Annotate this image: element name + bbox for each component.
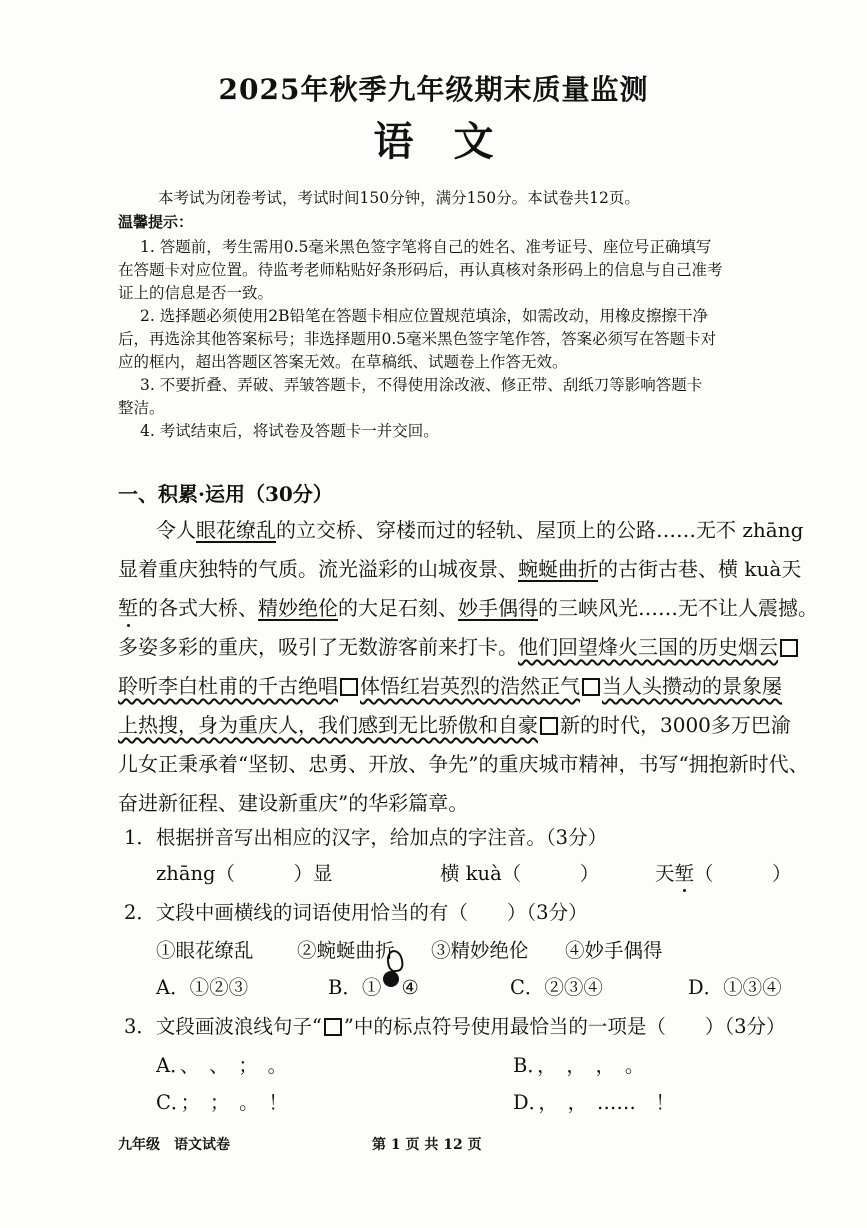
- passage-text: 显着重庆独特的气质。流光溢彩的山城夜景、: [118, 557, 518, 581]
- passage-text: 多姿多彩的重庆，吸引了无数游客前来打卡。: [118, 635, 518, 659]
- section-heading: 一、积累·运用（30分）: [118, 482, 333, 506]
- q2-option-b: [328, 972, 419, 1000]
- blank-box: [582, 678, 600, 696]
- blank-box: [780, 639, 798, 657]
- question-2-stem: 2．文段中画横线的词语使用恰当的有（ ）（3分）: [124, 901, 588, 924]
- q3-option-b: B．， ， ， 。: [513, 1054, 645, 1077]
- tip-line: 应的框内，超出答题区答案无效。在草稿纸、试题卷上作答无效。: [118, 353, 568, 371]
- wavy-sentence: 当人头攒动的景象屡: [602, 674, 782, 698]
- question-1-blank-c: [655, 858, 792, 886]
- passage-line-2: [118, 553, 801, 582]
- dotted-char: 堑: [118, 592, 138, 621]
- q2-option-b-text: B．①: [328, 976, 382, 999]
- tip-line: 3. 不要折叠、弄破、弄皱答题卡，不得使用涂改液、修正带、刮纸刀等影响答题卡: [140, 376, 703, 394]
- q3-option-d: D．， ， …… ！: [513, 1091, 675, 1114]
- wavy-sentence: 他们回望烽火三国的历史烟云: [518, 635, 778, 659]
- tips-heading: 温馨提示：: [118, 213, 194, 231]
- handwritten-mark: [385, 949, 405, 973]
- passage-text: 的各式大桥、: [138, 596, 258, 620]
- q2-item: ②蜿蜒曲折: [297, 939, 395, 962]
- question-3-stem: [124, 1011, 786, 1039]
- passage-line-1: [156, 514, 803, 543]
- passage-text: 的三峡风光……无不让人震撼。: [538, 596, 818, 620]
- question-1-stem: 1．根据拼音写出相应的汉字，给加点的字注音。（3分）: [124, 826, 608, 849]
- blank-box: [540, 717, 558, 735]
- passage-text: 令人: [156, 518, 196, 542]
- q1-paren: （ ）: [694, 862, 792, 885]
- underlined-word-1: 眼花缭乱: [196, 518, 276, 542]
- q2-item: ④妙手偶得: [565, 939, 663, 962]
- wavy-sentence: 上热搜，身为重庆人，我们感到无比骄傲和自豪: [118, 713, 538, 737]
- q2-option-a: A．①②③: [156, 976, 249, 999]
- q2-option-b-tail: ④: [401, 976, 419, 999]
- dotted-char: 堑: [675, 858, 695, 886]
- q1-char: 天: [655, 862, 675, 885]
- tip-line: 整洁。: [118, 399, 165, 417]
- ink-blot-mark: [383, 971, 399, 987]
- passage-line-7: 儿女正秉承着“坚韧、忠勇、开放、争先”的重庆城市精神，书写“拥抱新时代、: [118, 752, 809, 776]
- exam-title: 2025年秋季九年级期末质量监测: [218, 73, 649, 106]
- q2-item: ③精妙绝伦: [431, 939, 529, 962]
- q3-stem-b: ”中的标点符号使用最恰当的一项是（ ）（3分）: [343, 1015, 786, 1038]
- passage-line-5: [118, 670, 782, 699]
- tip-line: 4. 考试结束后，将试卷及答题卡一并交回。: [140, 422, 439, 440]
- exam-subject: 语文: [373, 118, 534, 165]
- wavy-sentence: 聆听李白杜甫的千古绝唱: [118, 674, 338, 698]
- passage-line-8: 奋进新征程、建设新重庆”的华彩篇章。: [118, 791, 469, 815]
- exam-intro: 本考试为闭卷考试，考试时间150分钟，满分150分。本试卷共12页。: [158, 189, 640, 207]
- question-1-blank-a: zhāng（ ）显: [156, 862, 333, 885]
- passage-text: 的古街古巷、横 kuà天: [598, 557, 802, 581]
- blank-box: [340, 678, 358, 696]
- tip-line: 2. 选择题必须使用2B铅笔在答题卡相应位置规范填涂，如需改动，用橡皮擦擦干净: [140, 307, 708, 325]
- q2-item: ①眼花缭乱: [156, 939, 254, 962]
- underlined-word-4: 妙手偶得: [458, 596, 538, 620]
- question-1-blank-b: 横 kuà（ ）: [440, 862, 600, 885]
- tip-line: 1. 答题前，考生需用0.5毫米黑色签字笔将自己的姓名、准考证号、座位号正确填写: [140, 238, 712, 256]
- passage-text: 新的时代，3000多万巴渝: [560, 713, 791, 737]
- passage-line-3: [118, 592, 818, 621]
- wavy-sentence: 体悟红岩英烈的浩然正气: [360, 674, 580, 698]
- q3-stem-a: 3．文段画波浪线句子“: [124, 1015, 322, 1038]
- footer-page: 第 1 页 共 12 页: [372, 1137, 482, 1153]
- blank-box: [324, 1018, 342, 1036]
- passage-text: 的立交桥、穿楼而过的轻轨、屋顶上的公路……无不 zhāng: [276, 518, 804, 542]
- passage-line-6: [118, 709, 791, 738]
- tip-line: 在答题卡对应位置。待监考老师粘贴好条形码后，再认真核对条形码上的信息与自己准考: [118, 261, 723, 279]
- q3-option-c: C．； ； 。 ！: [156, 1091, 288, 1114]
- q3-option-a: A．、 、 ； 。: [156, 1054, 288, 1077]
- tip-line: 后，再选涂其他答案标号；非选择题用0.5毫米黑色签字笔作答，答案必须写在答题卡对: [118, 330, 717, 348]
- q2-option-d: D．①③④: [688, 976, 782, 999]
- passage-text: 的大足石刻、: [338, 596, 458, 620]
- footer-left: 九年级 语文试卷: [118, 1137, 230, 1153]
- underlined-word-3: 精妙绝伦: [258, 596, 338, 620]
- q2-option-c: C．②③④: [510, 976, 603, 999]
- tip-line: 证上的信息是否一致。: [118, 284, 274, 302]
- passage-line-4: [118, 631, 800, 660]
- underlined-word-2: 蜿蜒曲折: [518, 557, 598, 581]
